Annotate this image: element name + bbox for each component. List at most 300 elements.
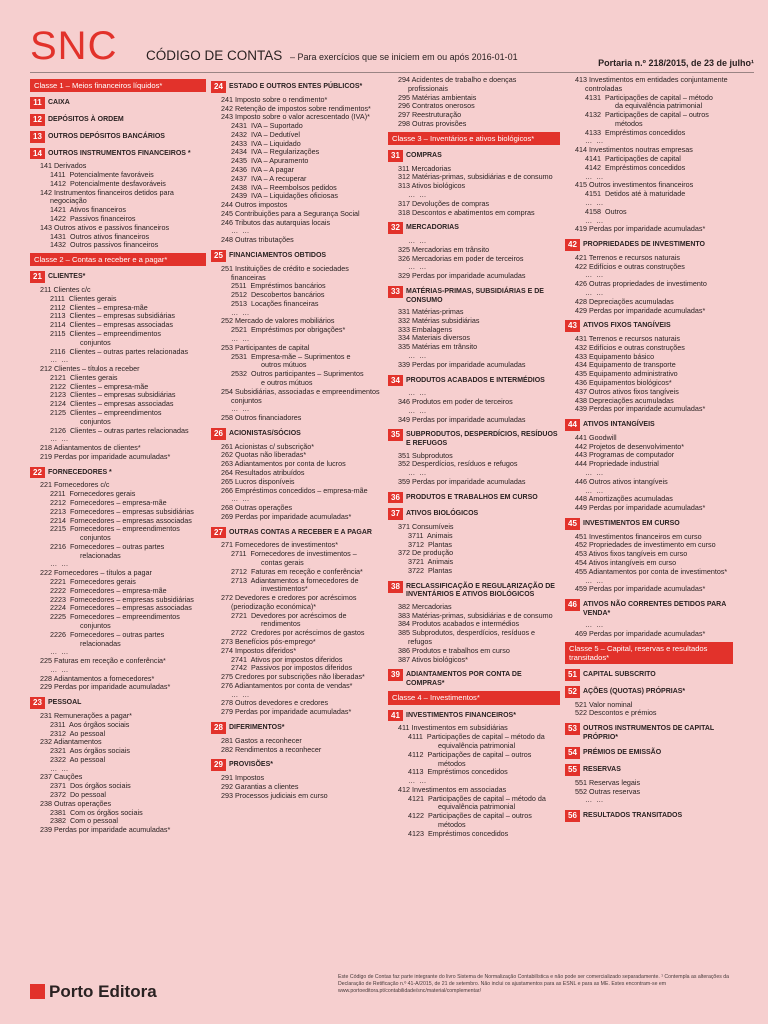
account-line: 4112 Participações de capital – outros bbox=[408, 749, 532, 759]
account-line: 232 Adiantamentos bbox=[40, 737, 102, 747]
account-line: 3712 Plantas bbox=[408, 539, 452, 549]
account-line: outros mútuos bbox=[241, 360, 307, 370]
account-title: PRODUTOS E TRABALHOS EM CURSO bbox=[406, 493, 538, 501]
account-line: 436 Equipamentos biológicos* bbox=[575, 377, 672, 387]
account-line: 2713 Adiantamentos a fornecedores de bbox=[231, 575, 359, 585]
account-line: 1422 Passivos financeiros bbox=[50, 213, 136, 223]
account-line: 437 Outros ativos fixos tangíveis bbox=[575, 386, 679, 396]
account-title: PRÉMIOS DE EMISSÃO bbox=[583, 749, 662, 757]
account-line: 3722 Plantas bbox=[408, 566, 452, 576]
account-title: MATÉRIAS-PRIMAS, SUBSIDIÁRIAS E DE CONSUMO bbox=[406, 288, 544, 304]
ellipsis-line: … … bbox=[408, 190, 428, 200]
account-line: 346 Produtos em poder de terceiros bbox=[398, 397, 513, 407]
account-title: CLIENTES* bbox=[48, 273, 86, 281]
account-line: conjuntos bbox=[60, 533, 111, 543]
account-line: 2224 Fornecedores – empresas associadas bbox=[50, 603, 192, 613]
account-title: ADIANTAMENTOS POR CONTA DE COMPRAS* bbox=[406, 671, 522, 687]
ellipsis-line: … … bbox=[585, 270, 605, 280]
account-line: 1432 Outros passivos financeiros bbox=[50, 240, 159, 250]
account-line: 2213 Fornecedores – empresas subsidiárias bbox=[50, 506, 194, 516]
class-heading: Classe 5 – Capital, reservas e resultados transitados* bbox=[565, 642, 733, 665]
account-title: ATIVOS BIOLÓGICOS bbox=[406, 510, 479, 518]
account-line: 291 Impostos bbox=[221, 773, 265, 783]
account-line: 2382 Com o pessoal bbox=[50, 816, 118, 826]
account-line: 4111 Participações de capital – método da bbox=[408, 732, 545, 742]
account-line: 325 Mercadorias em trânsito bbox=[398, 244, 490, 254]
account-line: 412 Investimentos em associadas bbox=[398, 784, 507, 794]
subtitle-text: – Para exercícios que se iniciem em ou após 2016-01-01 bbox=[290, 52, 518, 62]
account-heading bbox=[565, 723, 733, 742]
account-line: 2371 Dos órgãos sociais bbox=[50, 781, 131, 791]
account-line: 2114 Clientes – empresas associadas bbox=[50, 320, 173, 330]
account-line: 1411 Potencialmente favoráveis bbox=[50, 170, 154, 180]
ellipsis-line: … … bbox=[231, 307, 251, 317]
account-line: 2531 Empresa-mãe – Suprimentos e bbox=[231, 351, 351, 361]
account-line: 411 Investimentos em subsidiárias bbox=[398, 723, 508, 733]
account-line: 522 Descontos e prémios bbox=[575, 708, 657, 718]
account-line: conjuntos bbox=[60, 416, 111, 426]
account-line: equivalência patrimonial bbox=[418, 802, 516, 812]
account-title: PROVISÕES* bbox=[229, 761, 273, 769]
account-line: 282 Rendimentos a reconhecer bbox=[221, 744, 322, 754]
account-line: 264 Resultados atribuídos bbox=[221, 467, 305, 477]
account-title: CAIXA bbox=[48, 99, 70, 107]
account-heading bbox=[565, 669, 733, 681]
account-line: métodos bbox=[418, 758, 466, 768]
account-number: 14 bbox=[30, 148, 45, 160]
account-heading bbox=[211, 428, 383, 440]
account-line: 385 Subprodutos, desperdícios, resíduos e bbox=[398, 628, 536, 638]
account-title: RECLASSIFICAÇÃO E REGULARIZAÇÃO DE INVENTÁRIOS E ATIVOS BIOLÓGICOS bbox=[406, 582, 555, 599]
ellipsis-line: … … bbox=[50, 647, 70, 657]
account-line: 372 De produção bbox=[398, 548, 454, 558]
account-line: 1431 Outros ativos financeiros bbox=[50, 231, 150, 241]
account-line: relacionadas bbox=[60, 638, 121, 648]
account-title: MERCADORIAS bbox=[406, 224, 459, 232]
account-line: 334 Materiais diversos bbox=[398, 333, 470, 343]
account-line: 274 Impostos diferidos* bbox=[221, 645, 297, 655]
account-number: 43 bbox=[565, 320, 580, 332]
account-heading bbox=[565, 518, 733, 530]
account-line: 265 Lucros disponíveis bbox=[221, 476, 295, 486]
account-title: OUTROS INSTRUMENTOS DE CAPITAL PRÓPRIO* bbox=[583, 725, 715, 741]
account-line: negociação bbox=[40, 196, 87, 206]
account-line: 275 Credores por subscrições não liberadas* bbox=[221, 672, 365, 682]
account-line: 2226 Fornecedores – outras partes bbox=[50, 629, 165, 639]
account-line: 429 Perdas por imparidade acumuladas* bbox=[575, 305, 706, 315]
account-title: DEPÓSITOS À ORDEM bbox=[48, 116, 124, 123]
account-line: 4158 Outros bbox=[585, 206, 627, 216]
header-rule bbox=[30, 72, 754, 73]
account-line: 3711 Animais bbox=[408, 530, 453, 540]
account-number: 32 bbox=[388, 222, 403, 234]
account-number: 28 bbox=[211, 722, 226, 734]
account-line: 449 Perdas por imparidade acumuladas* bbox=[575, 503, 706, 513]
account-line: 2225 Fornecedores – empreendimentos bbox=[50, 612, 180, 622]
account-line: 2438 IVA – Reembolsos pedidos bbox=[231, 182, 337, 192]
account-number: 45 bbox=[565, 518, 580, 530]
document-title bbox=[146, 48, 518, 63]
account-line: 441 Goodwill bbox=[575, 432, 617, 442]
account-line: 279 Perdas por imparidade acumuladas* bbox=[221, 707, 352, 717]
account-line: 419 Perdas por imparidade acumuladas* bbox=[575, 224, 706, 234]
account-line: 2312 Ao pessoal bbox=[50, 728, 106, 738]
publisher-logo bbox=[30, 982, 157, 1002]
account-line: 414 Investimentos noutras empresas bbox=[575, 145, 693, 155]
publisher-name: Porto Editora bbox=[49, 982, 157, 1001]
account-heading bbox=[30, 148, 206, 160]
account-line: 143 Outros ativos e passivos financeiros bbox=[40, 222, 170, 232]
ellipsis-line: … … bbox=[585, 287, 605, 297]
account-line: 298 Outras provisões bbox=[398, 118, 467, 128]
account-line: 326 Mercadorias em poder de terceiros bbox=[398, 253, 524, 263]
account-title: ACIONISTAS/SÓCIOS bbox=[229, 429, 301, 437]
account-number: 13 bbox=[30, 131, 45, 143]
account-line: 422 Edifícios e outras construções bbox=[575, 261, 685, 271]
account-title: AÇÕES (QUOTAS) PRÓPRIAS* bbox=[583, 687, 686, 695]
account-line: 219 Perdas por imparidade acumuladas* bbox=[40, 451, 171, 461]
account-line: profissionais bbox=[398, 83, 448, 93]
ellipsis-line: … … bbox=[585, 795, 605, 805]
account-line: 272 Devedores e credores por acréscimos bbox=[221, 593, 357, 603]
account-title: OUTROS INSTRUMENTOS FINANCEIROS * bbox=[48, 149, 191, 157]
account-heading bbox=[565, 320, 733, 332]
account-number: 12 bbox=[30, 114, 45, 126]
account-line: 2711 Fornecedores de investimentos – bbox=[231, 549, 357, 559]
account-line: 2433 IVA – Liquidado bbox=[231, 138, 301, 148]
ellipsis-line: … … bbox=[585, 575, 605, 585]
account-number: 36 bbox=[388, 492, 403, 504]
account-line: 435 Equipamento administrativo bbox=[575, 369, 678, 379]
account-line: 351 Subprodutos bbox=[398, 450, 453, 460]
account-line: 212 Clientes – títulos a receber bbox=[40, 364, 140, 374]
account-heading bbox=[388, 150, 560, 162]
account-line: 421 Terrenos e recursos naturais bbox=[575, 252, 680, 262]
account-line: 1412 Potencialmente desfavoráveis bbox=[50, 178, 166, 188]
ellipsis-line: … … bbox=[408, 236, 428, 246]
account-line: 222 Fornecedores – títulos a pagar bbox=[40, 568, 152, 578]
account-line: 2521 Empréstimos por obrigações* bbox=[231, 325, 346, 335]
account-line: 2439 IVA – Liquidações oficiosas bbox=[231, 191, 338, 201]
account-title: OUTRAS CONTAS A RECEBER E A PAGAR bbox=[229, 528, 372, 536]
account-title: FORNECEDORES * bbox=[48, 468, 112, 476]
account-heading bbox=[388, 669, 560, 688]
ellipsis-line: … … bbox=[50, 763, 70, 773]
account-line: 2372 Do pessoal bbox=[50, 789, 106, 799]
account-line: 313 Ativos biológicos bbox=[398, 181, 466, 191]
account-line: 218 Adiantamentos de clientes* bbox=[40, 443, 141, 453]
account-line: 263 Adiantamentos por conta de lucros bbox=[221, 459, 346, 469]
account-heading bbox=[30, 271, 206, 283]
account-line: conjuntos bbox=[60, 620, 111, 630]
account-line: 2122 Clientes – empresa-mãe bbox=[50, 381, 149, 391]
account-line: 244 Outros impostos bbox=[221, 200, 288, 210]
account-title: ATIVOS INTANGÍVEIS bbox=[583, 421, 655, 429]
account-line: 239 Perdas por imparidade acumuladas* bbox=[40, 825, 171, 835]
account-line: 443 Programas de computador bbox=[575, 450, 675, 460]
account-heading bbox=[565, 239, 733, 251]
account-line: 339 Perdas por imparidade acumuladas bbox=[398, 359, 526, 369]
account-line: 4151 Detidos até à maturidade bbox=[585, 189, 686, 199]
account-line: 2437 IVA – A recuperar bbox=[231, 173, 307, 183]
account-heading bbox=[211, 722, 383, 734]
account-line: 446 Outros ativos intangíveis bbox=[575, 476, 668, 486]
account-line: 384 Produtos acabados e intermédios bbox=[398, 619, 520, 629]
account-line: 453 Ativos fixos tangíveis em curso bbox=[575, 549, 688, 559]
account-line: 439 Perdas por imparidade acumuladas* bbox=[575, 404, 706, 414]
account-line: 266 Empréstimos concedidos – empresa-mãe bbox=[221, 485, 368, 495]
account-line: 4123 Empréstimos concedidos bbox=[408, 828, 509, 838]
account-line: 4141 Participações de capital bbox=[585, 154, 681, 164]
account-line: 2322 Ao pessoal bbox=[50, 754, 106, 764]
account-heading bbox=[565, 810, 733, 822]
account-line: 428 Depreciações acumuladas bbox=[575, 296, 674, 306]
account-line: 448 Amortizações acumuladas bbox=[575, 494, 673, 504]
account-line: 2532 Outros participantes – Suprimentos bbox=[231, 369, 364, 379]
page-footer bbox=[30, 972, 754, 1008]
account-line: 383 Matérias-primas, subsidiárias e de consumo bbox=[398, 610, 553, 620]
ellipsis-line: … … bbox=[585, 197, 605, 207]
account-line: 4133 Empréstimos concedidos bbox=[585, 127, 686, 137]
account-line: 2511 Empréstimos bancários bbox=[231, 281, 326, 291]
account-line: 431 Terrenos e recursos naturais bbox=[575, 334, 680, 344]
account-number: 46 bbox=[565, 599, 580, 611]
account-line: 261 Acionistas c/ subscrição* bbox=[221, 441, 315, 451]
account-number: 11 bbox=[30, 97, 45, 109]
account-number: 21 bbox=[30, 271, 45, 283]
account-heading bbox=[388, 286, 560, 305]
account-line: 332 Matérias subsidiárias bbox=[398, 315, 480, 325]
ellipsis-line: … … bbox=[585, 485, 605, 495]
account-line: refugos bbox=[398, 637, 432, 646]
account-heading bbox=[211, 250, 383, 262]
account-line: 2722 Credores por acréscimos de gastos bbox=[231, 628, 365, 638]
ellipsis-line: … … bbox=[231, 226, 251, 236]
account-line: 329 Perdas por imparidade acumuladas bbox=[398, 271, 526, 281]
account-number: 55 bbox=[565, 764, 580, 776]
account-line: 241 Imposto sobre o rendimento* bbox=[221, 94, 328, 104]
publisher-mark-icon bbox=[30, 984, 45, 999]
account-number: 25 bbox=[211, 250, 226, 262]
account-line: 2215 Fornecedores – empreendimentos bbox=[50, 524, 180, 534]
account-heading bbox=[211, 527, 383, 539]
ellipsis-line: … … bbox=[50, 664, 70, 674]
account-line: 459 Perdas por imparidade acumuladas* bbox=[575, 584, 706, 594]
account-line: 333 Embalagens bbox=[398, 324, 452, 334]
account-number: 41 bbox=[388, 710, 403, 722]
account-line: 352 Desperdícios, resíduos e refugos bbox=[398, 459, 518, 469]
account-line: 271 Fornecedores de investimentos* bbox=[221, 540, 339, 550]
account-number: 35 bbox=[388, 429, 403, 441]
account-title: DIFERIMENTOS* bbox=[229, 724, 285, 731]
account-line: 238 Outras operações bbox=[40, 798, 112, 808]
account-title: RESULTADOS TRANSITADOS bbox=[583, 812, 683, 820]
account-heading bbox=[565, 764, 733, 776]
account-line: 455 Adiantamentos por conta de investimentos* bbox=[575, 566, 728, 576]
ellipsis-line: … … bbox=[231, 689, 251, 699]
account-heading bbox=[388, 508, 560, 520]
account-line: 432 Edifícios e outras construções bbox=[575, 342, 685, 352]
account-line: 211 Clientes c/c bbox=[40, 285, 91, 295]
account-line: 296 Contratos onerosos bbox=[398, 101, 475, 111]
account-line: 386 Produtos e trabalhos em curso bbox=[398, 645, 510, 655]
account-title: FINANCIAMENTOS OBTIDOS bbox=[229, 252, 327, 260]
account-line: 262 Quotas não liberadas* bbox=[221, 450, 307, 460]
account-line: 253 Participantes de capital bbox=[221, 342, 310, 352]
account-line: 312 Matérias-primas, subsidiárias e de consumo bbox=[398, 172, 553, 182]
account-heading bbox=[30, 97, 206, 109]
ellipsis-line: … … bbox=[408, 468, 428, 478]
account-line: 426 Outras propriedades de investimento bbox=[575, 279, 707, 289]
account-line: 293 Processos judiciais em curso bbox=[221, 790, 328, 800]
account-line: métodos bbox=[595, 118, 643, 128]
account-number: 27 bbox=[211, 527, 226, 539]
account-heading bbox=[211, 81, 383, 93]
account-line: 387 Ativos biológicos* bbox=[398, 654, 468, 664]
account-heading bbox=[565, 419, 733, 431]
account-heading bbox=[211, 759, 383, 771]
account-line: 2742 Passivos por impostos diferidos bbox=[231, 663, 353, 673]
account-line: 4113 Empréstimos concedidos bbox=[408, 767, 508, 777]
ellipsis-line: … … bbox=[231, 334, 251, 344]
ellipsis-line: … … bbox=[585, 467, 605, 477]
account-line: 2214 Fornecedores – empresas associadas bbox=[50, 515, 192, 525]
account-line: 469 Perdas por imparidade acumuladas* bbox=[575, 628, 706, 638]
account-line: 442 Projetos de desenvolvimento* bbox=[575, 441, 685, 451]
account-number: 33 bbox=[388, 286, 403, 298]
account-number: 34 bbox=[388, 375, 403, 387]
account-number: 44 bbox=[565, 419, 580, 431]
ellipsis-line: … … bbox=[408, 388, 428, 398]
account-number: 51 bbox=[565, 669, 580, 681]
account-line: 2113 Clientes – empresas subsidiárias bbox=[50, 311, 175, 321]
account-line: 269 Perdas por imparidade acumuladas* bbox=[221, 511, 352, 521]
account-title: PROPRIEDADES DE INVESTIMENTO bbox=[583, 241, 706, 249]
account-line: controladas bbox=[575, 83, 623, 93]
account-line: 2115 Clientes – empreendimentos bbox=[50, 328, 161, 338]
account-number: 31 bbox=[388, 150, 403, 162]
account-heading bbox=[30, 131, 206, 143]
account-line: investimentos* bbox=[241, 584, 308, 594]
account-title: ATIVOS FIXOS TANGÍVEIS bbox=[583, 322, 671, 330]
account-line: 1421 Ativos financeiros bbox=[50, 205, 126, 215]
account-line: 4142 Empréstimos concedidos bbox=[585, 162, 686, 172]
account-line: 2712 Faturas em receção e conferência* bbox=[231, 566, 363, 576]
account-number: 26 bbox=[211, 428, 226, 440]
column-4 bbox=[565, 76, 733, 962]
account-line: 225 Faturas em receção e conferência* bbox=[40, 656, 166, 666]
ellipsis-line: … … bbox=[408, 262, 428, 272]
ellipsis-line: … … bbox=[408, 405, 428, 415]
account-line: 317 Devoluções de compras bbox=[398, 198, 490, 208]
account-line: 2123 Clientes – empresas subsidiárias bbox=[50, 390, 176, 400]
account-line: 3721 Animais bbox=[408, 557, 454, 567]
account-line: 2434 IVA – Regularizações bbox=[231, 147, 320, 157]
class-heading: Classe 4 – Investimentos* bbox=[388, 691, 560, 704]
account-title: PESSOAL bbox=[48, 699, 82, 707]
account-line: 359 Perdas por imparidade acumuladas bbox=[398, 476, 526, 486]
account-line: 415 Outros investimentos financeiros bbox=[575, 180, 694, 190]
account-line: 552 Outras reservas bbox=[575, 786, 641, 796]
account-line: 382 Mercadorias bbox=[398, 601, 452, 611]
account-number: 23 bbox=[30, 697, 45, 709]
ellipsis-line: … … bbox=[585, 215, 605, 225]
account-line: 2311 Aos órgãos sociais bbox=[50, 719, 130, 729]
ellipsis-line: … … bbox=[585, 136, 605, 146]
account-line: 454 Ativos intangíveis em curso bbox=[575, 557, 677, 567]
account-line: 228 Adiantamentos a fornecedores* bbox=[40, 673, 155, 683]
account-line: 2431 IVA – Suportado bbox=[231, 121, 303, 131]
class-heading: Classe 3 – Inventários e ativos biológicos* bbox=[388, 132, 560, 145]
account-heading bbox=[388, 429, 560, 448]
account-line: 281 Gastos a reconhecer bbox=[221, 735, 302, 745]
class-heading: Classe 2 – Contas a receber e a pagar* bbox=[30, 253, 206, 266]
account-line: 2321 Aos órgãos sociais bbox=[50, 746, 130, 756]
account-line: 433 Equipamento básico bbox=[575, 351, 655, 361]
account-line: 2721 Devedores por acréscimos de bbox=[231, 610, 347, 620]
account-line: 2432 IVA – Dedutível bbox=[231, 129, 300, 139]
account-line: 2111 Clientes gerais bbox=[50, 293, 117, 303]
account-line: 273 Benefícios pós-emprego* bbox=[221, 636, 316, 646]
account-number: 52 bbox=[565, 686, 580, 698]
account-line: financeiras bbox=[221, 272, 266, 282]
account-title: SUBPRODUTOS, DESPERDÍCIOS, RESÍDUOS E REFUGOS bbox=[406, 431, 558, 447]
account-line: 413 Investimentos em entidades conjuntamente bbox=[575, 76, 728, 84]
account-number: 42 bbox=[565, 239, 580, 251]
account-line: 2223 Fornecedores – empresas subsidiárias bbox=[50, 594, 194, 604]
account-line: 142 Instrumentos financeiros detidos para bbox=[40, 187, 174, 197]
account-number: 24 bbox=[211, 81, 226, 93]
account-line: 292 Garantias a clientes bbox=[221, 781, 299, 791]
account-line: contas gerais bbox=[241, 557, 304, 567]
footnote: Este Código de Contas faz parte integrante do livro Sistema de Normalização Contabilística e não pode ser comercializado separadamente. ¹ Contempla as alterações da Declaração de Retificação n.º 41-A/2015, de 21 de setembro. Não inclui os ajustamentos para as ESNL e para as ME. Estes encontram-se em www.portoeditora.pt/contabilidade/snc/material/complementar/ bbox=[338, 974, 730, 994]
account-line: 2221 Fornecedores gerais bbox=[50, 577, 136, 587]
account-line: 444 Propriedade industrial bbox=[575, 459, 659, 469]
account-line: equivalência patrimonial bbox=[418, 740, 516, 750]
ellipsis-line: … … bbox=[585, 620, 605, 630]
account-heading bbox=[388, 581, 560, 600]
account-line: 221 Fornecedores c/c bbox=[40, 480, 110, 490]
account-title: INVESTIMENTOS EM CURSO bbox=[583, 519, 680, 527]
account-line: 2216 Fornecedores – outras partes bbox=[50, 541, 165, 551]
account-number: 39 bbox=[388, 669, 403, 681]
account-line: 371 Consumíveis bbox=[398, 522, 454, 532]
account-line: 4122 Participações de capital – outros bbox=[408, 811, 532, 821]
account-line: 252 Mercado de valores mobiliários bbox=[221, 316, 335, 326]
account-line: 295 Matérias ambientais bbox=[398, 92, 477, 102]
account-number: 54 bbox=[565, 747, 580, 759]
account-title: CAPITAL SUBSCRITO bbox=[583, 671, 656, 679]
account-line: 4121 Participações de capital – método da bbox=[408, 793, 546, 803]
account-line: 2116 Clientes – outras partes relacionadas bbox=[50, 346, 189, 356]
column-2 bbox=[211, 76, 383, 962]
account-line: 451 Investimentos financeiros em curso bbox=[575, 531, 702, 541]
account-line: 242 Retenção de impostos sobre rendimentos* bbox=[221, 103, 371, 113]
account-line: 278 Outros devedores e credores bbox=[221, 698, 329, 708]
ellipsis-line: … … bbox=[50, 434, 70, 444]
page-header bbox=[30, 24, 754, 72]
account-line: 258 Outros financiadores bbox=[221, 413, 302, 423]
account-line: 2211 Fornecedores gerais bbox=[50, 489, 136, 499]
account-line: 318 Descontos e abatimentos em compras bbox=[398, 207, 535, 217]
account-line: 4132 Participações de capital – outros bbox=[585, 110, 709, 120]
account-line: 297 Reestruturação bbox=[398, 110, 462, 120]
account-line: 2741 Ativos por impostos diferidos bbox=[231, 654, 343, 664]
class-heading: Classe 1 – Meios financeiros líquidos* bbox=[30, 79, 206, 92]
account-title: ATIVOS NÃO CORRENTES DETIDOS PARA VENDA* bbox=[583, 601, 726, 617]
account-line: 229 Perdas por imparidade acumuladas* bbox=[40, 682, 171, 692]
account-line: 2436 IVA – A pagar bbox=[231, 165, 295, 174]
